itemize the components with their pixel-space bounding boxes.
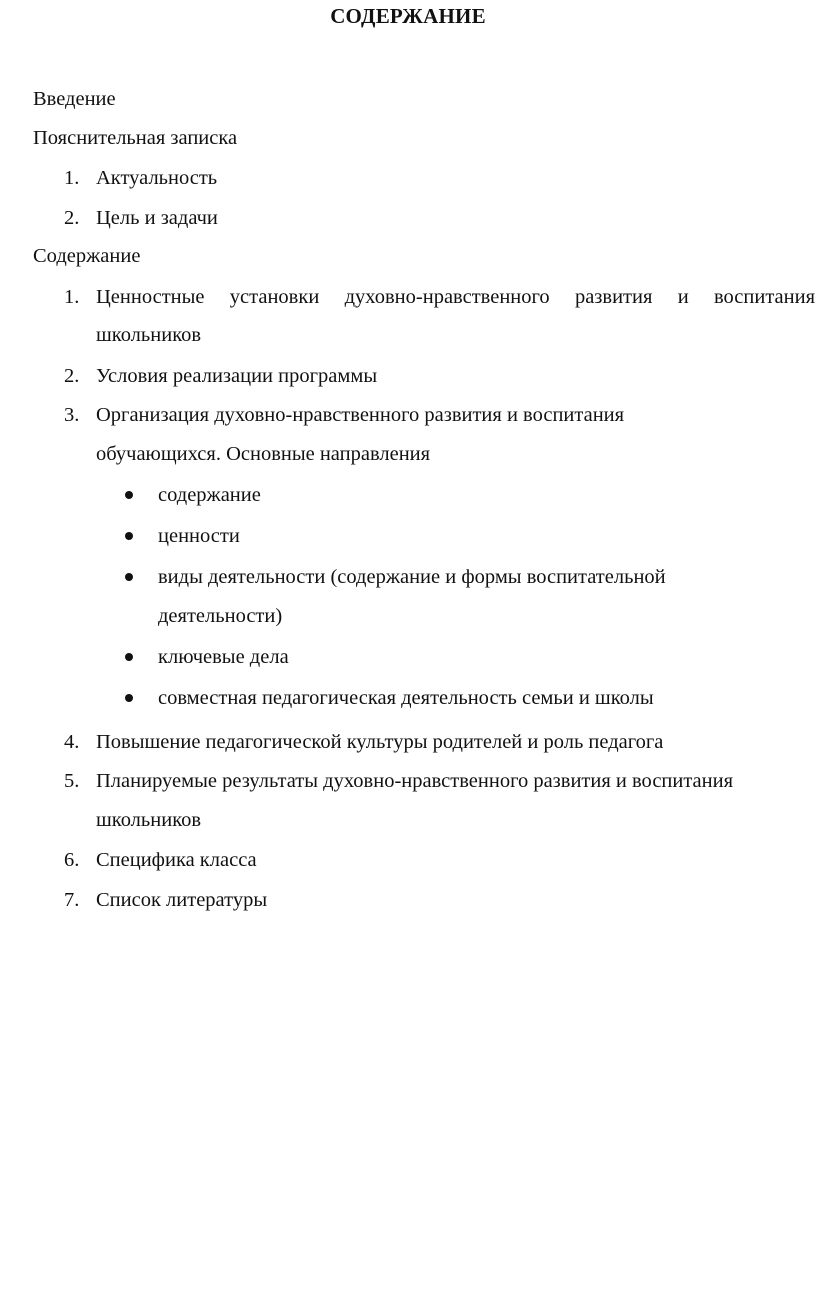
toc-item-number: 7. [64,889,80,911]
bullet-item-text: ключевые дела [158,646,289,668]
toc-item-text-continued: школьников [96,809,202,831]
bullet-item-text: содержание [158,484,261,506]
toc-item-text: Организация духовно-нравственного развития и воспитания [96,404,625,426]
section-content: Содержание [33,245,141,267]
toc-item-number: 5. [64,770,80,792]
toc-item-text: Условия реализации программы [96,365,378,387]
toc-item-number: 2. [64,365,80,387]
bullet-icon [125,491,133,499]
bullet-icon [125,694,133,702]
toc-item-text: Планируемые результаты духовно-нравственного развития и воспитания [96,770,734,792]
toc-item-text-continued: обучающихся. Основные направления [96,443,431,465]
page-title: СОДЕРЖАНИЕ [330,4,486,28]
bullet-icon [125,573,133,581]
toc-item-text: Ценностные установки духовно-нравственного развития и воспитания [96,286,815,308]
bullet-item-text: ценности [158,525,240,547]
section-intro: Введение [33,88,116,110]
toc-item-number: 2. [64,207,80,229]
toc-item-number: 1. [64,167,80,189]
section-explanatory: Пояснительная записка [33,127,238,149]
toc-item-text: Цель и задачи [96,207,218,229]
bullet-item-text: совместная педагогическая деятельность семьи и школы [158,687,654,709]
toc-item-number: 1. [64,286,80,308]
toc-item-text: Актуальность [96,167,218,189]
toc-item-number: 6. [64,849,80,871]
bullet-item-text: виды деятельности (содержание и формы воспитательной [158,566,666,588]
bullet-icon [125,532,133,540]
toc-item-number: 4. [64,731,80,753]
bullet-icon [125,653,133,661]
toc-item-text: Специфика класса [96,849,257,871]
bullet-item-text-continued: деятельности) [158,605,283,627]
toc-item-text: Повышение педагогической культуры родителей и роль педагога [96,731,664,753]
toc-item-text-continued: школьников [96,324,202,346]
toc-item-text: Список литературы [96,889,268,911]
toc-item-number: 3. [64,404,80,426]
